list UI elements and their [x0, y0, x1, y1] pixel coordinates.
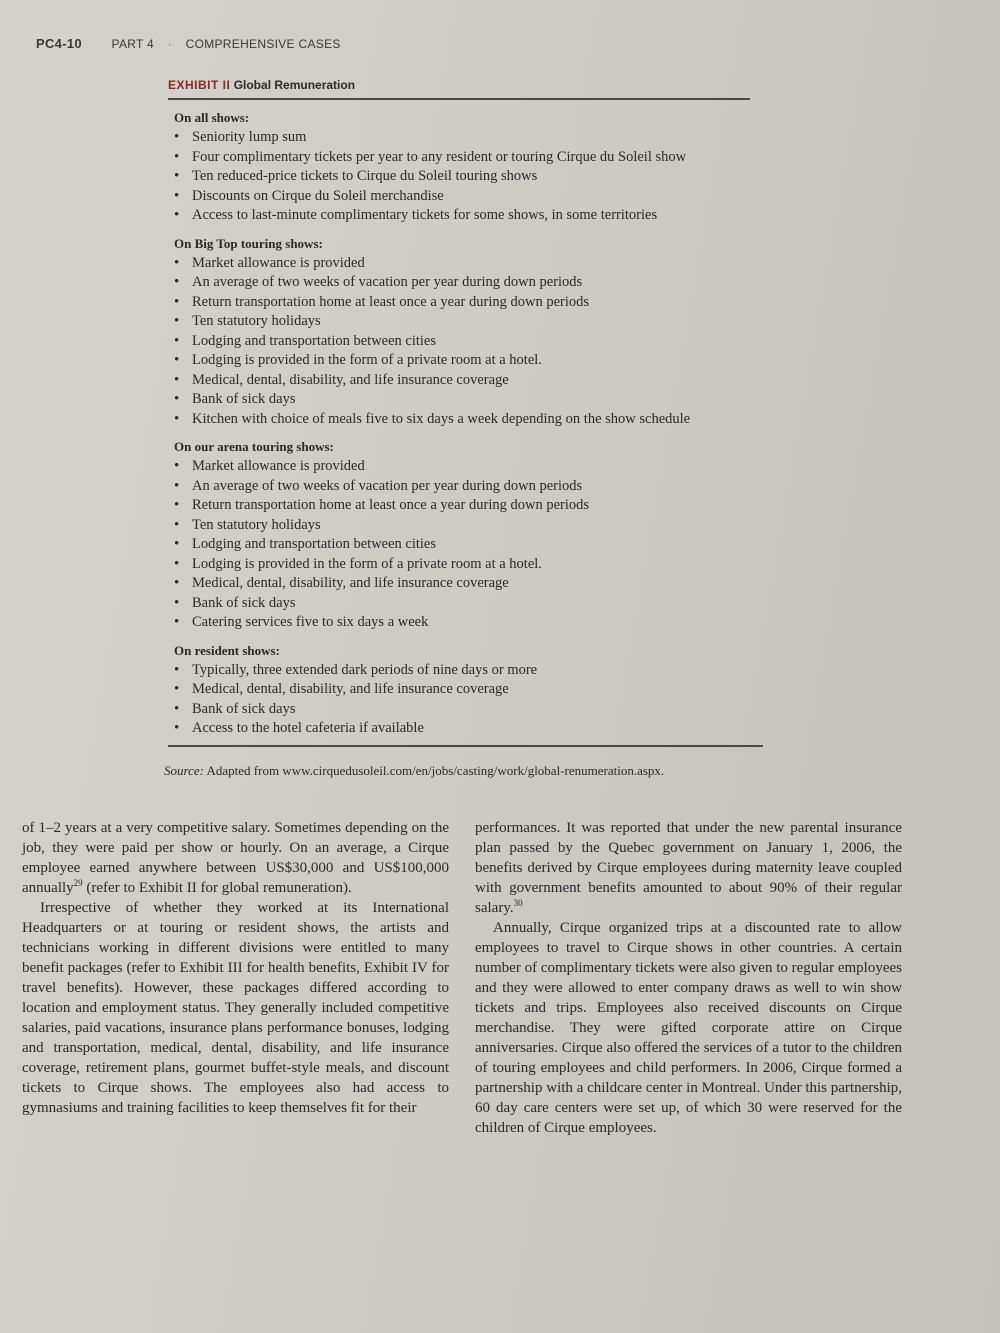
paragraph-text: performances. It was reported that under the new parental insurance plan passed by the Quebec government on January 1, 2006, the benefits derived by Cirque employees during maternity leave coupled with government benefits amounted to about 90% of their regular salary. [475, 820, 902, 916]
list-item: • Lodging is provided in the form of a private room at a hotel. [174, 351, 750, 371]
page-number: PC4-10 [36, 36, 82, 51]
list-item: • Access to the hotel cafeteria if available [174, 719, 750, 739]
paragraph-text: (refer to Exhibit II for global remuneration). [82, 880, 352, 896]
section-arena [174, 439, 750, 633]
section-heading: On all shows: [174, 110, 250, 125]
list-item: • Lodging is provided in the form of a private room at a hotel. [174, 555, 750, 575]
list-item: • Seniority lump sum [174, 128, 750, 148]
list-item: • Typically, three extended dark periods of nine days or more [174, 661, 750, 681]
source-label: Source: [164, 762, 204, 778]
list-item: • Kitchen with choice of meals five to six days a week depending on the show schedule [174, 410, 750, 430]
left-column [22, 818, 449, 1138]
benefit-list [174, 661, 750, 739]
list-item: • Ten statutory holidays [174, 312, 750, 332]
section-label: COMPREHENSIVE CASES [185, 37, 341, 51]
list-item: • An average of two weeks of vacation per year during down periods [174, 477, 750, 497]
paragraph [22, 818, 449, 898]
list-item: • An average of two weeks of vacation per year during down periods [174, 273, 750, 293]
section-heading: On our arena touring shows: [174, 439, 334, 454]
list-item: • Access to last-minute complimentary tickets for some shows, in some territories [174, 206, 750, 226]
list-item: • Ten statutory holidays [174, 516, 750, 536]
benefit-list [174, 254, 750, 430]
list-item: • Catering services five to six days a week [174, 613, 750, 633]
list-item: • Four complimentary tickets per year to any resident or touring Cirque du Soleil show [174, 148, 750, 168]
paragraph: Irrespective of whether they worked at its International Headquarters or at touring or resident shows, the artists and technicians working in different divisions were entitled to many benefit packages (refer to Exhibit III for health benefits, Exhibit IV for travel benefits). However, these packages differed according to location and employment status. They generally included competitive salaries, paid vacations, insurance plans performance bonuses, lodging and transportation, medical, dental, disability, and life insurance coverage, retirement plans, gourmet buffet-style meals, and discount tickets to Cirque shows. The employees also had access to gymnasiums and training facilities to keep themselves fit for their [22, 900, 449, 1116]
source-text: Adapted from www.cirquedusoleil.com/en/jobs/casting/work/global-renumeration.aspx. [206, 762, 665, 778]
exhibit-bottom-rule [168, 745, 763, 747]
separator-dot: · [167, 37, 172, 51]
list-item: • Lodging and transportation between cities [174, 535, 750, 555]
exhibit-box [164, 78, 750, 779]
list-item: • Medical, dental, disability, and life insurance coverage [174, 680, 750, 700]
list-item: • Lodging and transportation between cities [174, 332, 750, 352]
paragraph [475, 818, 902, 918]
list-item: • Return transportation home at least once a year during down periods [174, 496, 750, 516]
list-item: • Market allowance is provided [174, 457, 750, 477]
exhibit-label: EXHIBIT II [168, 78, 231, 92]
exhibit-title [168, 78, 750, 100]
paragraph: Annually, Cirque organized trips at a discounted rate to allow employees to travel to Cirque shows in other countries. A certain number of complimentary tickets were also given to regular employees and they were allowed to enter company draws as well to win show tickets and trips. Employees also received discounts on Cirque merchandise. They were gifted corporate attire on Cirque anniversaries. Cirque also offered the services of a tutor to the children of touring employees and child performers. In 2006, Cirque formed a partnership with a childcare center in Montreal. Under this partnership, 60 day care centers were set up, of which 30 were reserved for the children of Cirque employees. [475, 920, 902, 1136]
list-item: • Bank of sick days [174, 390, 750, 410]
list-item: • Medical, dental, disability, and life insurance coverage [174, 574, 750, 594]
list-item: • Bank of sick days [174, 700, 750, 720]
exhibit-heading: Global Remuneration [233, 78, 356, 92]
footnote-ref: 29 [73, 878, 83, 888]
list-item: • Medical, dental, disability, and life insurance coverage [174, 371, 750, 391]
list-item: • Ten reduced-price tickets to Cirque du Soleil touring shows [174, 167, 750, 187]
list-item: • Bank of sick days [174, 594, 750, 614]
section-heading: On Big Top touring shows: [174, 235, 323, 251]
right-column [475, 818, 902, 1138]
footnote-ref: 30 [513, 898, 523, 908]
running-head [36, 36, 341, 51]
benefit-list [174, 128, 750, 226]
section-big-top [174, 236, 750, 430]
benefit-list [174, 457, 750, 633]
list-item: • Discounts on Cirque du Soleil merchandise [174, 187, 750, 207]
paragraph-text: of 1–2 years at a very competitive salary. Sometimes depending on the job, they were paid per show or hourly. On an average, a Cirque employee earned anywhere between US$30,000 and US$100,000 annually [22, 820, 449, 896]
part-label: PART 4 [111, 37, 155, 51]
exhibit-source [164, 763, 750, 779]
list-item: • Return transportation home at least once a year during down periods [174, 293, 750, 313]
section-resident [174, 643, 750, 739]
section-heading: On resident shows: [174, 642, 280, 658]
list-item: • Market allowance is provided [174, 254, 750, 274]
section-all-shows [174, 110, 750, 226]
body-text [22, 818, 902, 1138]
